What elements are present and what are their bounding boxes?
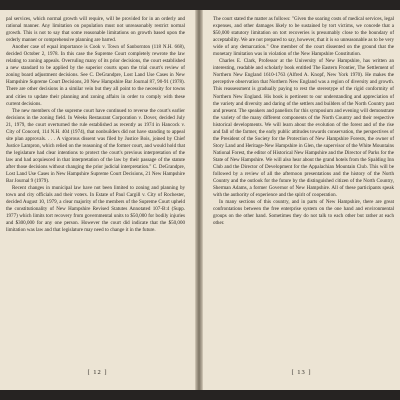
paragraph: pal services, which normal growth will require, will be provided for in an orderly and rational manner. Any limitation on population must not unreasonably restrict normal growth. This is not to say that some reasonable limitations on growth based upon the orderly manner or comprehensive planning are barred.: [6, 16, 185, 44]
left-page: [0, 10, 196, 390]
paragraph: Charles E. Clark, Professor at the University of New Hampshire, has written an interesting, readable and scholarly book entitled The Eastern Frontier, The Settlement of Northern New England 1610-1763 (Alfred A. Knopf, New York 1970). He makes the perceptive observation that Northern New England was a region of diversity and growth. This reassessment is gradually paying to rest the stereotype of the rigid conformity of Northern New England. His book is pertinent to our understanding and appreciation of the variety and diversity and daring of the settlers and builders of the North Country past and present. The speakers and panelists for this symposium and evening will demonstrate the variety of the many different components of the North Country and their respective historical developments. We will learn about the evolution of the forest and of the rise and fall of the farmer, the early public attitudes towards conservation, the perspectives of the President of the Society for the Protection of New Hampshire Forests, the owner of Story Land and Heritage-New Hampshire in Glen, the supervisor of the White Mountains National Forest, the editor of Historical New Hampshire and the Director of Parks for the State of New Hampshire. We will also hear about the grand hotels from the Spalding Inn Club and the Director of Development for the Appalachian Mountain Club. This will be followed by a review of all the afternoon presentations and the history of the North Country and the outlook for the future by the distinguished citizen of the North Country, Sherman Adams, a former Governor of New Hampshire. All of these participants speak with the authority of experience and the spirit of cooperation.: [213, 58, 394, 199]
right-page: [202, 10, 400, 390]
right-page-text: [213, 16, 394, 227]
paragraph: In many sections of this country, and in parts of New Hampshire, there are great confrontations between the free enterprise system on the one hand and environmental groups on the other hand. Sometimes they do not talk to each other but rather at each other.: [213, 199, 394, 227]
paragraph: The new members of the supreme court have continued to reverse the court's earlier decisions in the zoning field. In Weeks Restaurant Corporation v. Dover, decided July 21, 1979, the court overturned the rule established as recently as 1974 in Hancock v. City of Concord, 114 N.H. 404 (1974), that nonbuilders did not have standing to appeal site plan approvals. . . . A vigorous dissent was filed by Justice Bois, joined by Chief Justice Lampron, which relied on the reasoning of the former court, and would hold that the legislature had clear intentions to protect the court's previous interpretation of the law and had acquiesced in that interpretation of the law by their passage of the statute after those decisions without changing the prior judicial interpretation." C. DeGrandpre, Lost Land Use Cases in New Hampshire Supreme Court Decisions, 21 New Hampshire Bar Journal 9 (1979).: [6, 107, 185, 185]
page-number: [ 12 ]: [87, 369, 108, 376]
left-page-text: [6, 16, 185, 234]
page-number: [ 13 ]: [291, 369, 312, 376]
paragraph: The court stated the matter as follows: "Given the soaring costs of medical services, legal expenses, and other damages likely to be sustained by tort victims, we concede that a $50,000 statutory limitation on tort recoveries is presumably close to the boundary of acceptability. We are not prepared to say, however, that it is so unreasonable as to be very wide of any demarcation." One member of the court dissented on the ground that the monetary limitation was in violation of the New Hampshire Constitution.: [213, 16, 394, 58]
paragraph: Recent changes in municipal law have not been limited to zoning and planning by town and city officials and their voters. In Estate of Paul Cargill v. City of Rochester, decided August 10, 1979, a clear majority of the members of the Supreme Court upheld the constitutionality of New Hampshire Revised Statutes Annotated 107-B:4 (Supp. 1977) which limits tort recovery from governmental units to $50,000 for bodily injuries and $300,000 for any one person. However the court did indicate that the $50,000 limitation was law and that legislature may need to change it in the future.: [6, 185, 185, 234]
paragraph: Another case of equal importance is Cook v. Town of Sanbornton (118 N.H. 668), decided October 2, 1978. In this case the Supreme Court completely rewrote the law relating to zoning appeals. Overruling many of its prior decisions, the court established a new standard to be applied by the superior courts upon the trial court's review of zoning board adjustment decisions. See C. DeGrandpre, Lost Land Use Cases in New Hampshire Supreme Court Decisions, 20 New Hampshire Bar Journal 87, 90-91 (1978). There are other decisions in a similar vein but they all point to the necessity for towns and cities to update their planning and zoning affairs in order to comply with these current decisions.: [6, 44, 185, 107]
